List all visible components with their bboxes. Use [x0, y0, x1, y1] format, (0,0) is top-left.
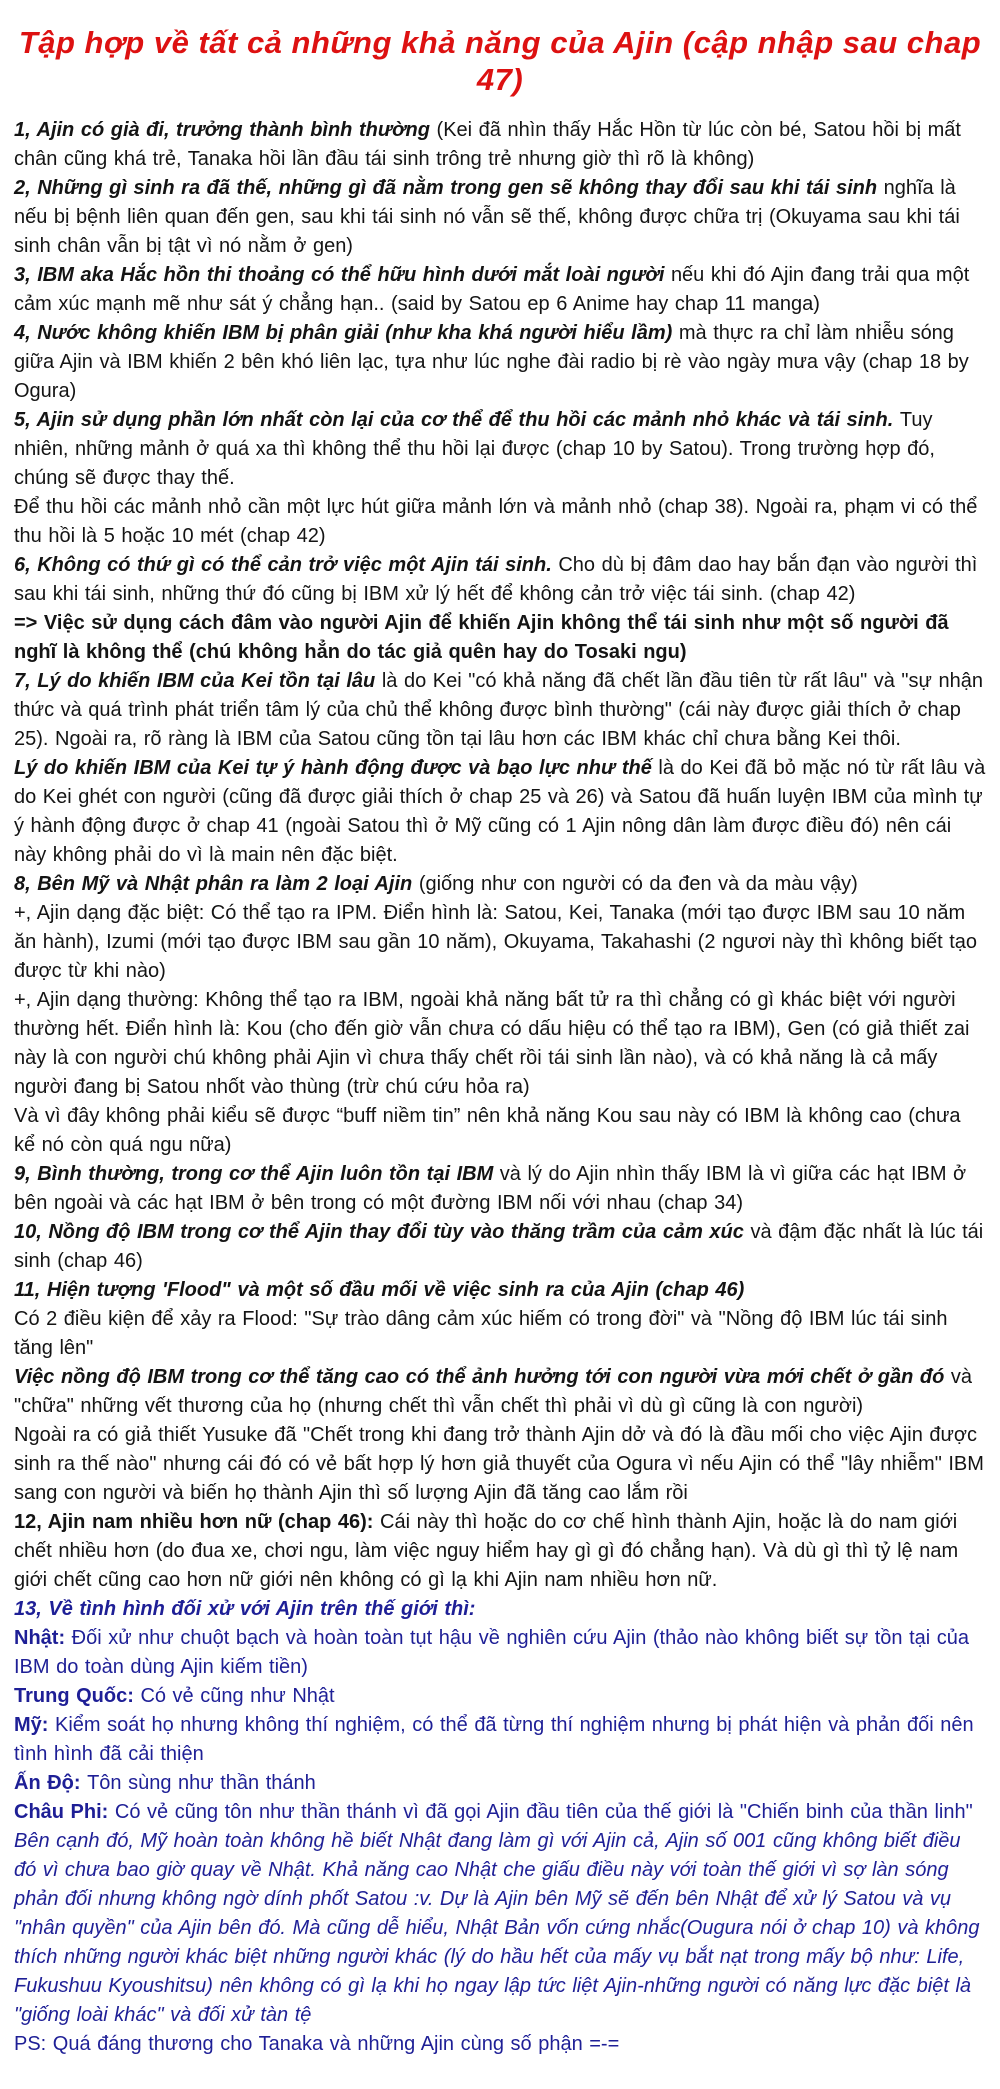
paragraph [14, 551, 986, 609]
text-run: Đối xử như chuột bạch và hoàn toàn tụt hậu về nghiên cứu Ajin (thảo nào không biết sự tồn tại của IBM do toàn dùng Ajin kiếm tiền) [14, 1627, 970, 1679]
text-run: 4, Nước không khiến IBM bị phân giải (như kha khá người hiểu lầm) [14, 322, 679, 345]
text-run: Ấn Độ: [14, 1772, 88, 1795]
text-run: 11, Hiện tượng 'Flood" và một số đầu mối về việc sinh ra của Ajin (chap 46) [14, 1279, 745, 1302]
text-run: 1, Ajin có già đi, trưởng thành bình thường [14, 119, 437, 142]
text-run: Kiểm soát họ nhưng không thí nghiệm, có thể đã từng thí nghiệm nhưng bị phát hiện và phản đối nên tình hình đã cải thiện [14, 1714, 974, 1766]
text-run: Và vì đây không phải kiểu sẽ được “buff niềm tin” nên khả năng Kou sau này có IBM là không cao (chưa kể nó còn quá ngu nữa) [14, 1105, 961, 1157]
text-run: Cái này thì hoặc do cơ chế hình thành Ajin, hoặc là do nam giới chết nhiều hơn (do đua xe, chơi ngu, làm việc nguy hiểm hay gì gì đó chẳng hạn). Và dù gì thì tỷ lệ nam giới chết cũng cao hơn nữ giới nên không có gì lạ khi Ajin nam nhiều hơn nữ. [14, 1511, 959, 1592]
text-run: 7, Lý do khiến IBM của Kei tồn tại lâu [14, 670, 382, 693]
paragraph [14, 1276, 986, 1305]
paragraph [14, 899, 986, 986]
paragraph [14, 1421, 986, 1508]
paragraph [14, 1769, 986, 1798]
text-run: và "chữa" những vết thương của họ (nhưng chết thì vẫn chết thì phải vì dù gì cũng là con người) [14, 1366, 973, 1418]
paragraph [14, 1508, 986, 1595]
paragraph [14, 1160, 986, 1218]
paragraph [14, 174, 986, 261]
text-run: nếu khi đó Ajin đang trải qua một cảm xúc mạnh mẽ như sát ý chẳng hạn.. (said by Satou ep 6 Anime hay chap 11 manga) [14, 264, 970, 316]
paragraph [14, 870, 986, 899]
paragraph [14, 754, 986, 870]
text-run: PS: Quá đáng thương cho Tanaka và những Ajin cùng số phận =-= [14, 2033, 620, 2056]
text-run: 6, Không có thứ gì có thể cản trở việc một Ajin tái sinh. [14, 554, 559, 577]
text-run: Cho dù bị đâm dao hay bắn đạn vào người thì sau khi tái sinh, những thứ đó cũng bị IBM xử lý hết để không cản trở việc tái sinh. (chap 42) [14, 554, 978, 606]
paragraph [14, 1305, 986, 1363]
text-run: Tôn sùng như thần thánh [87, 1772, 316, 1795]
text-run: 8, Bên Mỹ và Nhật phân ra làm 2 loại Ajin [14, 873, 419, 896]
document-body [14, 116, 986, 2059]
paragraph [14, 1363, 986, 1421]
text-run: (giống như con người có da đen và da màu vậy) [418, 873, 858, 896]
paragraph [14, 1102, 986, 1160]
text-run: Có vẻ cũng như Nhật [140, 1685, 335, 1708]
text-run: +, Ajin dạng thường: Không thể tạo ra IBM, ngoài khả năng bất tử ra thì chẳng có gì khác biệt với người thường hết. Điển hình là: Kou (cho đến giờ vẫn chưa có dấu hiệu có thể tạo ra IBM), Gen (có giả thiết zai này là con người chú không phải Ajin vì chưa thấy chết rồi tái sinh lần nào), và có khả năng là cả mấy người đang bị Satou nhốt vào thùng (trừ chú cứu hỏa ra) [14, 989, 970, 1099]
text-run: và đậm đặc nhất là lúc tái sinh (chap 46) [14, 1221, 984, 1273]
text-run: 2, Những gì sinh ra đã thế, những gì đã nằm trong gen sẽ không thay đổi sau khi tái sinh [14, 177, 884, 200]
text-run: Việc nồng độ IBM trong cơ thể tăng cao có thể ảnh hưởng tới con người vừa mới chết ở gần đó [14, 1366, 951, 1389]
text-run: 12, Ajin nam nhiều hơn nữ (chap 46): [14, 1511, 380, 1534]
paragraph [14, 261, 986, 319]
text-run: nghĩa là nếu bị bệnh liên quan đến gen, sau khi tái sinh nó vẫn sẽ thế, không được chữa trị (Okuyama sau khi tái sinh chân vẫn bị tật vì nó nằm ở gen) [14, 177, 960, 258]
paragraph [14, 1624, 986, 1682]
text-run: Bên cạnh đó, Mỹ hoàn toàn không hề biết Nhật đang làm gì với Ajin cả, Ajin số 001 cũng không biết điều đó vì chưa bao giờ quay về Nhật. Khả năng cao Nhật che giấu điều này với toàn thế giới vì sợ làn sóng phản đối nhưng không ngờ dính phốt Satou :v. Dự là Ajin bên Mỹ sẽ đến bên Nhật để xử lý Satou và vụ "nhân quyền" của Ajin bên đó. Mà cũng dễ hiểu, Nhật Bản vốn cứng nhắc(Ougura nói ở chap 10) và không thích những người khác biệt những người khác (lý do hầu hết của mấy vụ bắt nạt trong mấy bộ như: Life, Fukushuu Kyoushitsu) nên không có gì lạ khi họ ngay lập tức liệt Ajin-những người có năng lực đặc biệt là "giống loài khác" và đối xử tàn tệ [14, 1830, 980, 2027]
paragraph [14, 493, 986, 551]
text-run: Nhật: [14, 1627, 72, 1650]
text-run: (Kei đã nhìn thấy Hắc Hồn từ lúc còn bé, Satou hồi bị mất chân cũng khá trẻ, Tanaka hồi lần đầu tái sinh trông trẻ nhưng giờ thì rõ là không) [14, 119, 961, 171]
paragraph [14, 1218, 986, 1276]
paragraph [14, 986, 986, 1102]
paragraph [14, 667, 986, 754]
text-run: Ngoài ra có giả thiết Yusuke đã "Chết trong khi đang trở thành Ajin dở và đó là đầu mối cho việc Ajin được sinh ra thế nào" nhưng cái đó có vẻ bất hợp lý hơn giả thuyết của Ogura vì nếu Ajin có thể "lây nhiễm" IBM sang con người và biến họ thành Ajin thì số lượng Ajin đã tăng cao lắm rồi [14, 1424, 984, 1505]
text-run: Có 2 điều kiện để xảy ra Flood: "Sự trào dâng cảm xúc hiếm có trong đời" và "Nồng độ IBM lúc tái sinh tăng lên" [14, 1308, 948, 1360]
paragraph [14, 1711, 986, 1769]
text-run: Có vẻ cũng tôn như thần thánh vì đã gọi Ajin đầu tiên của thế giới là "Chiến binh của thần linh" [114, 1801, 973, 1824]
paragraph [14, 609, 986, 667]
text-run: 9, Bình thường, trong cơ thể Ajin luôn tồn tại IBM [14, 1163, 500, 1186]
text-run: +, Ajin dạng đặc biệt: Có thể tạo ra IPM. Điển hình là: Satou, Kei, Tanaka (mới tạo được IBM sau 10 năm ăn hành), Izumi (mới tạo được IBM sau gần 10 năm), Okuyama, Takahashi (2 ngươi này thì không biết tạo được từ khi nào) [14, 902, 978, 983]
text-run: là do Kei "có khả năng đã chết lần đầu tiên từ rất lâu" và "sự nhận thức và quá trình phát triển tâm lý của chủ thể không được bình thường" (cái này được giải thích ở chap 25). Ngoài ra, rõ ràng là IBM của Satou cũng tồn tại lâu hơn các IBM khác chỉ chưa bằng Kei thôi. [14, 670, 983, 751]
text-run: Mỹ: [14, 1714, 55, 1737]
paragraph [14, 1595, 986, 1624]
paragraph [14, 406, 986, 493]
paragraph [14, 116, 986, 174]
text-run: Châu Phi: [14, 1801, 115, 1824]
text-run: 13, Về tình hình đối xử với Ajin trên thế giới thì: [14, 1598, 476, 1621]
paragraph [14, 1682, 986, 1711]
paragraph [14, 319, 986, 406]
text-run: 5, Ajin sử dụng phần lớn nhất còn lại của cơ thể để thu hồi các mảnh nhỏ khác và tái sinh. [14, 409, 900, 432]
page-title: Tập hợp về tất cả những khả năng của Ajin (cập nhập sau chap 47) [18, 25, 982, 98]
text-run: Để thu hồi các mảnh nhỏ cần một lực hút giữa mảnh lớn và mảnh nhỏ (chap 38). Ngoài ra, phạm vi có thể thu hồi là 5 hoặc 10 mét (chap 42) [14, 496, 978, 548]
text-run: Lý do khiến IBM của Kei tự ý hành động được và bạo lực như thế [14, 757, 659, 780]
text-run: là do Kei đã bỏ mặc nó từ rất lâu và do Kei ghét con người (cũng đã được giải thích ở chap 25 và 26) và Satou đã huấn luyện IBM của mình tự ý hành động được ở chap 41 (ngoài Satou thì ở Mỹ cũng có 1 Ajin nông dân làm được điều đó) nên cái này không phải do vì là main nên đặc biệt. [14, 757, 986, 867]
text-run: => Việc sử dụng cách đâm vào người Ajin để khiến Ajin không thể tái sinh như một số người đã nghĩ là không thể (chú không hẳn do tác giả quên hay do Tosaki ngu) [14, 612, 949, 664]
paragraph [14, 1798, 986, 1827]
text-run: Tuy nhiên, những mảnh ở quá xa thì không thể thu hồi lại được (chap 10 by Satou). Trong trường hợp đó, chúng sẽ được thay thế. [14, 409, 935, 490]
text-run: mà thực ra chỉ làm nhiễu sóng giữa Ajin và IBM khiến 2 bên khó liên lạc, tựa như lúc nghe đài radio bị rè vào ngày mưa vậy (chap 18 by Ogura) [14, 322, 969, 403]
paragraph [14, 2030, 986, 2059]
text-run: Trung Quốc: [14, 1685, 141, 1708]
text-run: 10, Nồng độ IBM trong cơ thể Ajin thay đổi tùy vào thăng trầm của cảm xúc [14, 1221, 751, 1244]
paragraph [14, 1827, 986, 2030]
text-run: và lý do Ajin nhìn thấy IBM là vì giữa các hạt IBM ở bên ngoài và các hạt IBM ở bên trong có một đường IBM nối với nhau (chap 34) [14, 1163, 967, 1215]
text-run: 3, IBM aka Hắc hồn thi thoảng có thể hữu hình dưới mắt loài người [14, 264, 671, 287]
